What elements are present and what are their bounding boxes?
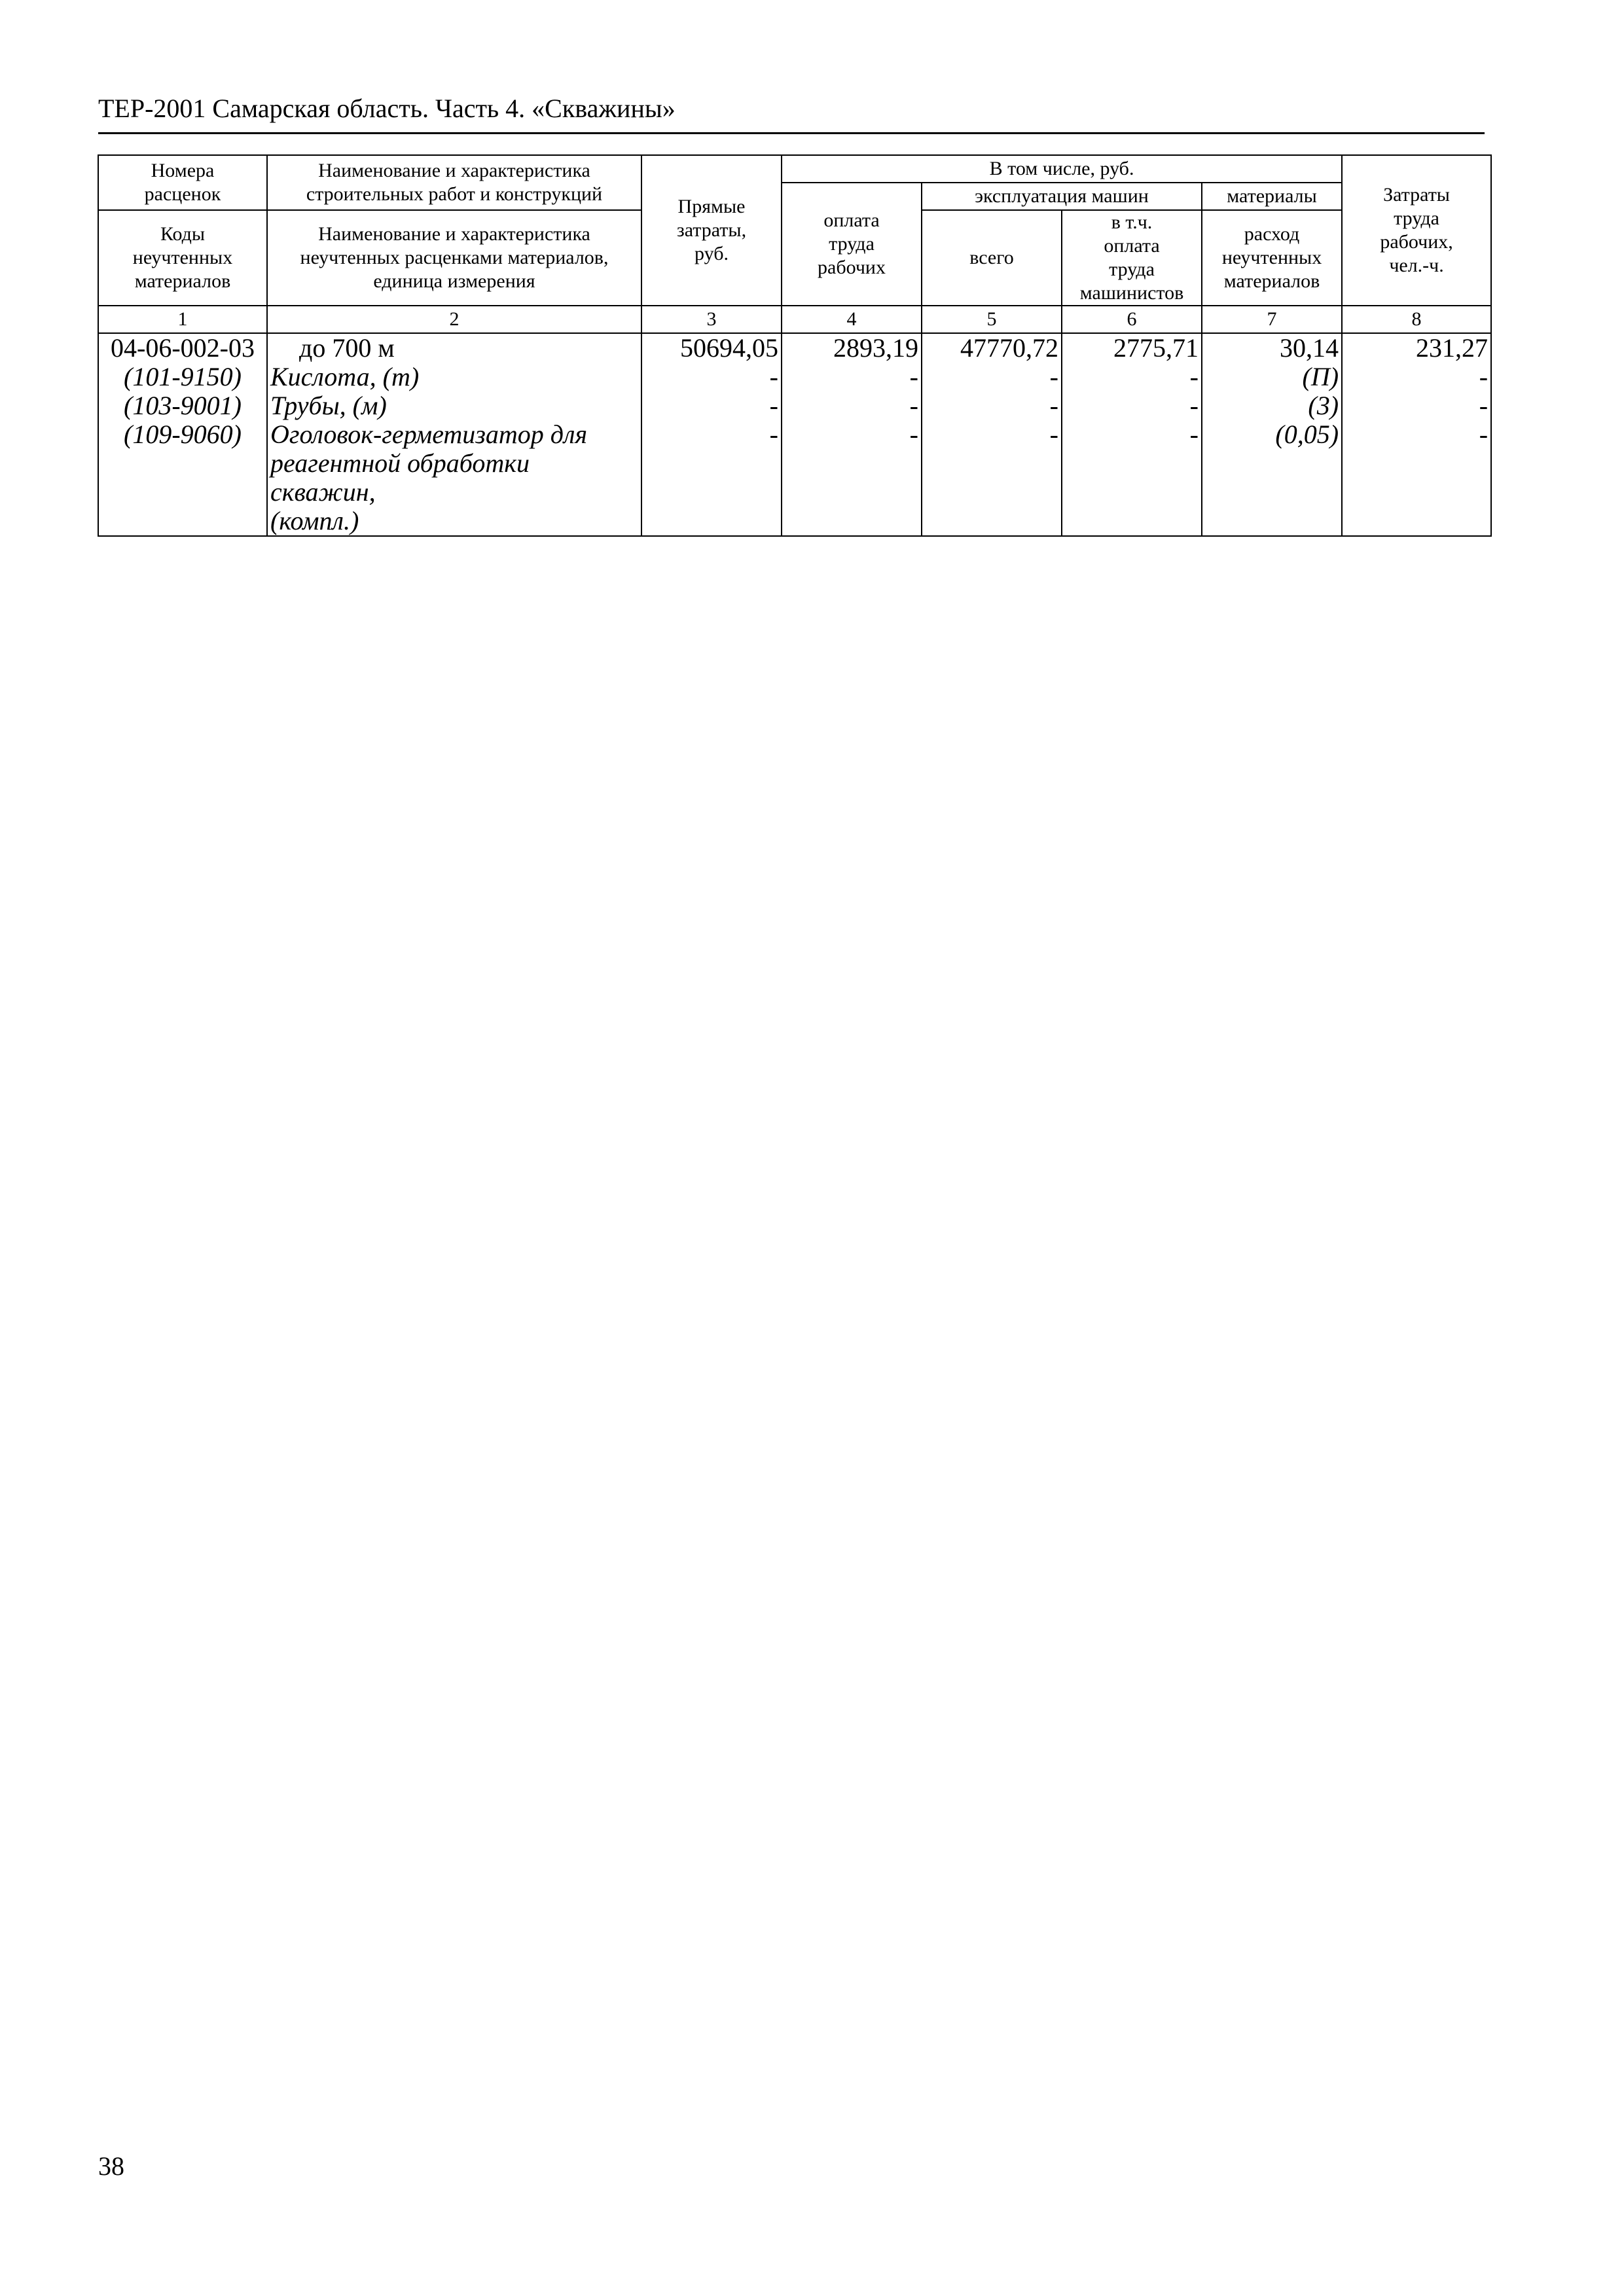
header-labor-hours: Затраты труда рабочих, чел.-ч.	[1342, 155, 1491, 306]
material-code: (103-9001)	[98, 391, 267, 420]
machines-total: -	[922, 420, 1062, 536]
labor-hours: -	[1342, 363, 1491, 391]
header-material-name: Наименование и характеристика неучтенных расценками материалов, единица измерения	[267, 210, 641, 306]
work-name: до 700 м	[267, 333, 641, 363]
machines-total: 47770,72	[922, 333, 1062, 363]
table-row	[98, 391, 1491, 420]
direct-costs: -	[641, 363, 782, 391]
machines-total: -	[922, 363, 1062, 391]
header-direct-costs: Прямые затраты, руб.	[641, 155, 782, 306]
column-number: 7	[1202, 306, 1342, 333]
machinist-pay: -	[1062, 391, 1202, 420]
direct-costs: -	[641, 420, 782, 536]
header-rate-numbers: Номера расценок	[98, 155, 267, 210]
machinist-pay: -	[1062, 363, 1202, 391]
materials-cost: 30,14	[1202, 333, 1342, 363]
labor-hours: 231,27	[1342, 333, 1491, 363]
header-machinist-pay: в т.ч. оплата труда машинистов	[1062, 210, 1202, 306]
header-material-codes: Коды неучтенных материалов	[98, 210, 267, 306]
machines-total: -	[922, 391, 1062, 420]
table-row	[98, 420, 1491, 536]
labor-pay: -	[782, 391, 922, 420]
machinist-pay: -	[1062, 420, 1202, 536]
material-consumption: (0,05)	[1202, 420, 1342, 536]
labor-hours: -	[1342, 420, 1491, 536]
header-work-name: Наименование и характеристика строительных работ и конструкций	[267, 155, 641, 210]
labor-pay: -	[782, 363, 922, 391]
column-number: 1	[98, 306, 267, 333]
labor-pay: 2893,19	[782, 333, 922, 363]
column-number: 4	[782, 306, 922, 333]
direct-costs: -	[641, 391, 782, 420]
column-number: 6	[1062, 306, 1202, 333]
page-number: 38	[98, 2151, 124, 2181]
header-machines-total: всего	[922, 210, 1062, 306]
material-name: Кислота, (т)	[267, 363, 641, 391]
column-numbers-row	[98, 306, 1491, 333]
rates-table	[98, 154, 1492, 537]
labor-pay: -	[782, 420, 922, 536]
material-name: Трубы, (м)	[267, 391, 641, 420]
labor-hours: -	[1342, 391, 1491, 420]
column-number: 2	[267, 306, 641, 333]
machinist-pay: 2775,71	[1062, 333, 1202, 363]
material-code: (101-9150)	[98, 363, 267, 391]
material-name: Оголовок-герметизатор для реагентной обработки скважин, (компл.)	[267, 420, 641, 536]
table-row	[98, 333, 1491, 363]
column-number: 8	[1342, 306, 1491, 333]
material-code: (109-9060)	[98, 420, 267, 536]
page-header: ТЕР-2001 Самарская область. Часть 4. «Скважины»	[98, 93, 1485, 134]
material-consumption: (П)	[1202, 363, 1342, 391]
header-including: В том числе, руб.	[782, 155, 1342, 183]
direct-costs: 50694,05	[641, 333, 782, 363]
header-labor-pay: оплата труда рабочих	[782, 183, 922, 306]
column-number: 3	[641, 306, 782, 333]
header-materials: материалы	[1202, 183, 1342, 210]
material-consumption: (3)	[1202, 391, 1342, 420]
column-number: 5	[922, 306, 1062, 333]
rate-code: 04-06-002-03	[98, 333, 267, 363]
table-row	[98, 363, 1491, 391]
header-machine-operation: эксплуатация машин	[922, 183, 1202, 210]
header-material-consumption: расход неучтенных материалов	[1202, 210, 1342, 306]
